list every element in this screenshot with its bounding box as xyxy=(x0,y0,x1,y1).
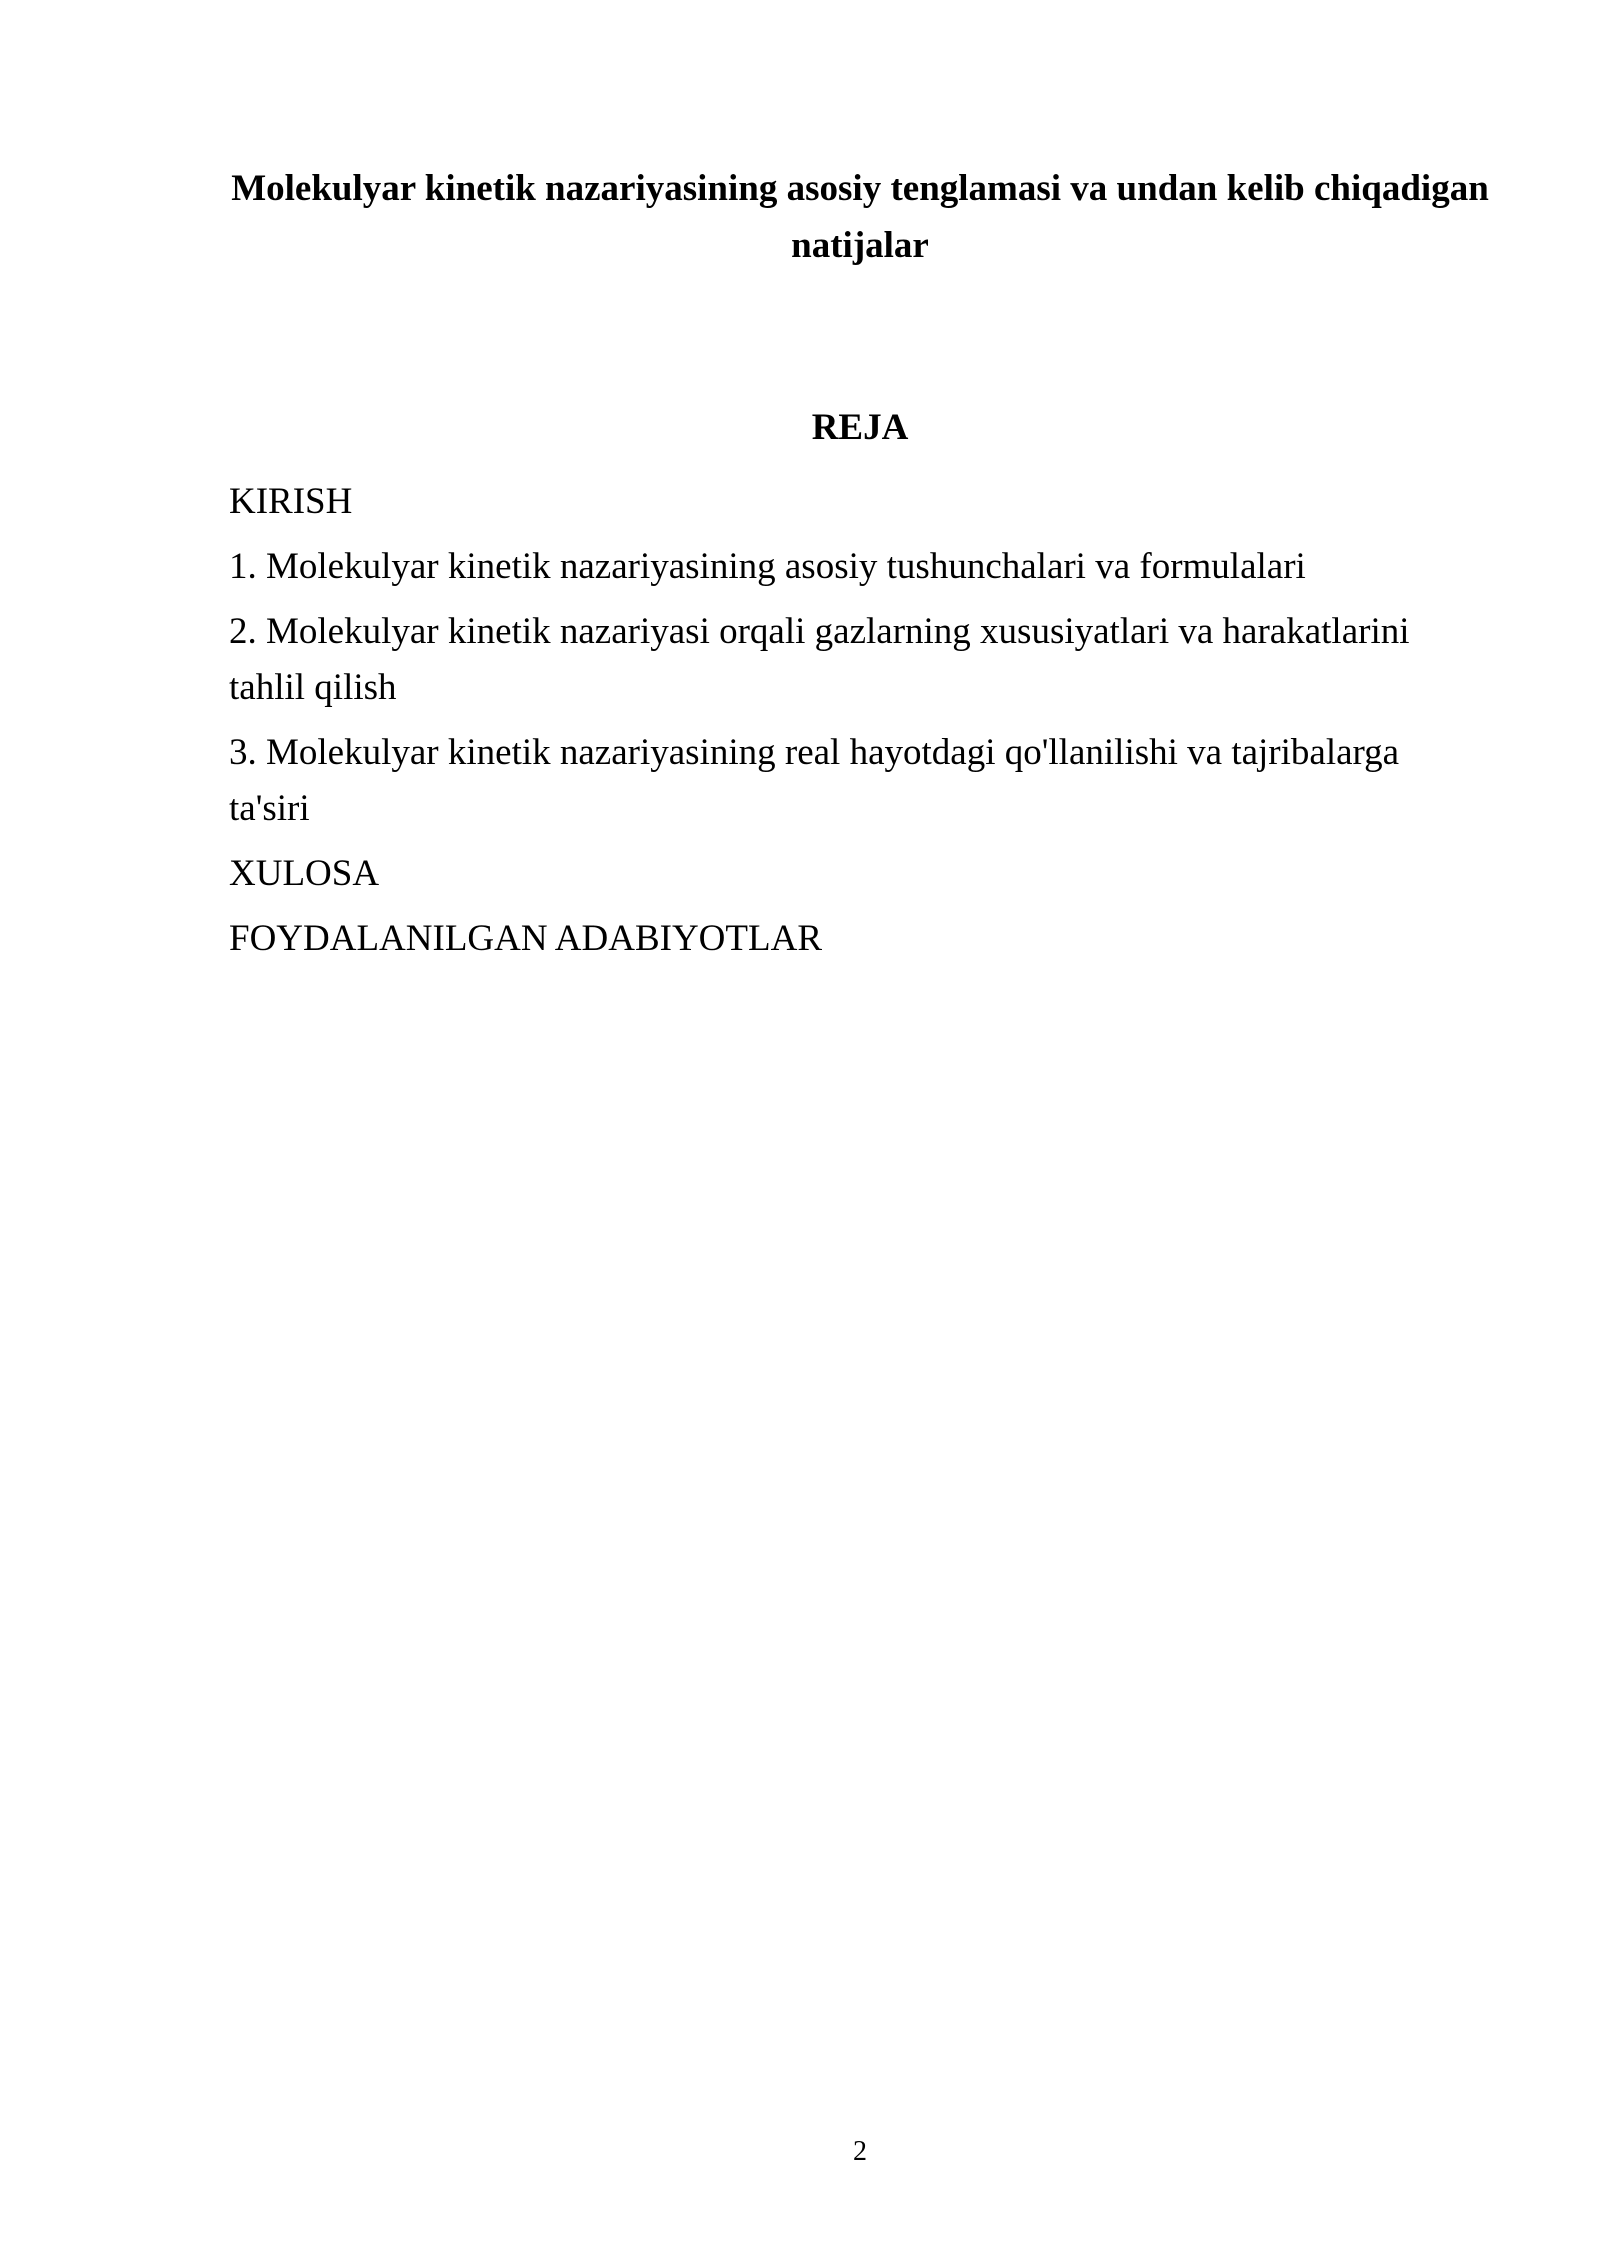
plan-item-1: 1. Molekulyar kinetik nazariyasining asosiy tushunchalari va formulalari xyxy=(229,546,1306,587)
document-title: Molekulyar kinetik nazariyasining asosiy tenglamasi va undan kelib chiqadigan natijalar xyxy=(231,168,1489,266)
plan-item-intro: KIRISH xyxy=(229,481,353,522)
plan-item-references: FOYDALANILGAN ADABIYOTLAR xyxy=(229,918,822,959)
plan-heading: REJA xyxy=(811,407,909,448)
plan-list xyxy=(229,474,1454,976)
page-number: 2 xyxy=(853,2136,867,2167)
plan-item-3: 3. Molekulyar kinetik nazariyasining real hayotdagi qo'llanilishi va tajribalarga ta'siri xyxy=(229,732,1400,829)
plan-item-conclusion: XULOSA xyxy=(229,853,380,894)
plan-item-2: 2. Molekulyar kinetik nazariyasi orqali gazlarning xususiyatlari va harakatlarini tahlil qilish xyxy=(229,611,1410,708)
